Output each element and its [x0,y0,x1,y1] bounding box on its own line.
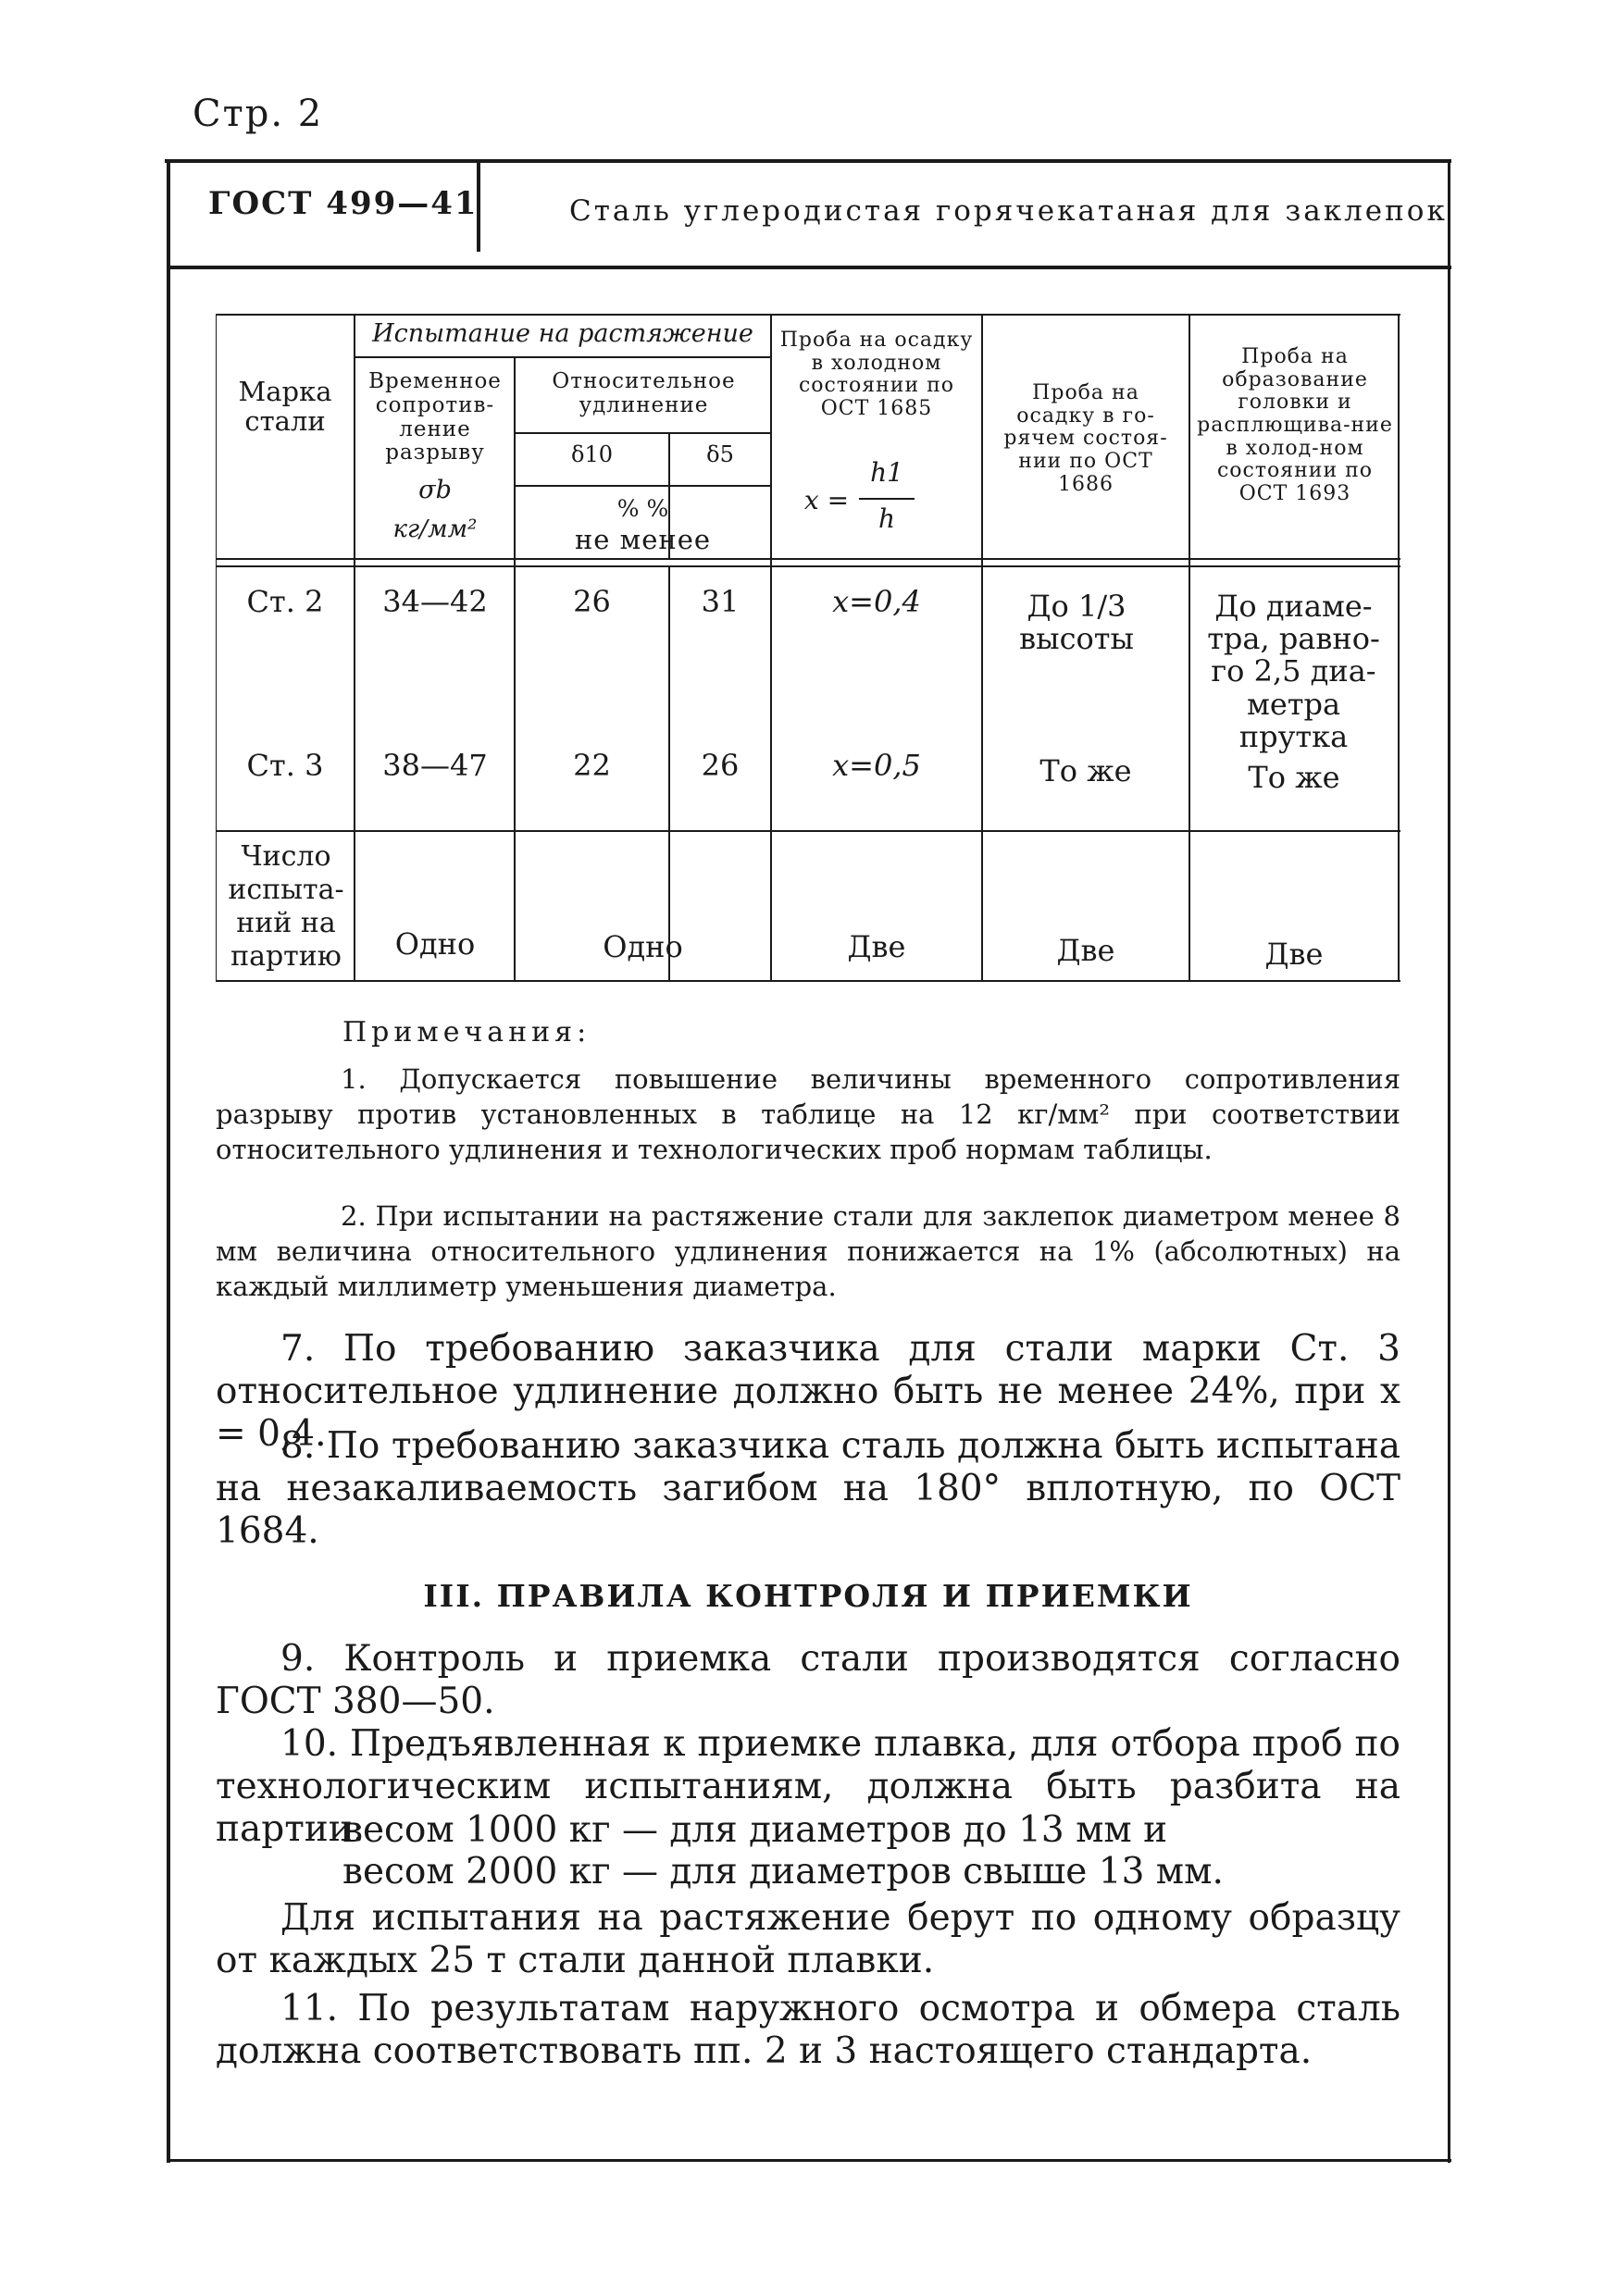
section-title: III. ПРАВИЛА КОНТРОЛЯ И ПРИЕМКИ [423,1578,1193,1614]
page-bottom-rule [167,2159,1451,2162]
paragraph-10: 10. Предъявленная к приемке плавка, для отбора проб по технологическим испытаниям, должна быть разбита на партии: [216,1723,1400,1850]
row2-head-test: То же [1248,760,1340,795]
col-d5-header: δ5 [706,441,734,467]
row2-grade: Ст. 3 [246,748,324,783]
header-bottom-rule [167,266,1451,269]
strength-unit: кг/мм² [392,515,478,543]
header-left-rule [167,159,170,2163]
paragraph-7: 7. По требованию заказчика для стали марки Ст. 3 относительное удлинение должно быть не менее 24%, при x = 0,4. [216,1328,1400,1455]
strength-symbol: σb [418,476,452,504]
percent-label: % % [616,495,669,522]
cold-formula-x: x = [803,485,850,515]
header-top-rule [165,159,1451,163]
row1-grade: Ст. 2 [246,584,324,619]
count-head-test: Две [1264,937,1324,972]
col-elongation-header: Относительное удлинение [552,369,736,417]
col-tension-group-header: Испытание на растяжение [372,319,753,348]
col-cold-header: Проба на осадку в холодном состоянии по ОСТ 1685 [779,329,974,420]
count-row-label: Число испыта-ний на партию [228,840,344,973]
col-strength-header: Временное сопротив-ление разрыву [368,369,502,465]
row1-cold: x=0,4 [832,584,921,619]
paragraph-9: 9. Контроль и приемка стали производятся согласно ГОСТ 380—50. [216,1638,1400,1722]
row1-hot: До 1/3 высоты [1019,589,1134,657]
row1-head-test: До диаме-тра, равно-го 2,5 диа-метра прутка [1207,589,1380,754]
weight-line-2: весом 2000 кг — для диаметров свыше 13 мм. [342,1851,1224,1893]
row2-cold: x=0,5 [832,748,921,783]
notes-heading: Примечания: [342,1016,591,1049]
cold-formula-num: h1 [870,457,903,488]
paragraph-8: 8. По требованию заказчика сталь должна быть испытана на незакаливаемость загибом на 180° вплотную, по ОСТ 1684. [216,1425,1400,1552]
row2-d5: 26 [701,748,740,783]
gost-code: ГОСТ 499—41 [208,185,479,222]
standard-title: Сталь углеродистая горячекатаная для заклепок [569,194,1448,228]
note-1: 1. Допускается повышение величины временного сопротивления разрыву против установленных в таблице на 12 кг/мм² при соответствии относительного удлинения и технологических проб нормам таблицы. [216,1063,1400,1165]
col-head-test-header: Проба на образование головки и расплющива-ние в холод-ном состоянии по ОСТ 1693 [1197,345,1393,505]
row1-strength: 34—42 [382,584,488,619]
col-hot-header: Проба на осадку в го-рячем состоя-нии по ОСТ 1686 [1003,381,1168,496]
row1-d10: 26 [573,584,611,619]
page-right-rule [1448,159,1450,2163]
col-grade-header: Марка стали [238,376,332,437]
count-strength: Одно [394,926,476,962]
row1-d5: 31 [701,584,740,619]
row2-d10: 22 [573,748,611,783]
count-cold: Две [847,929,906,964]
min-label: не менее [574,524,712,555]
cold-formula-bar [859,498,915,500]
properties-table [216,313,1400,984]
paragraph-10-tail: Для испытания на растяжение берут по одному образцу от каждых 25 т стали данной плавки. [216,1897,1400,1981]
paragraph-11: 11. По результатам наружного осмотра и обмера сталь должна соответствовать пп. 2 и 3 настоящего стандарта. [216,1988,1400,2072]
row2-hot: То же [1039,753,1132,788]
count-hot: Две [1056,933,1115,968]
page-number: Стр. 2 [193,93,324,135]
weight-line-1: весом 1000 кг — для диаметров до 13 мм и [342,1809,1168,1851]
note-2: 2. При испытании на растяжение стали для заклепок диаметром менее 8 мм величина относительного удлинения понижается на 1% (абсолютных) на каждый миллиметр уменьшения диаметра. [216,1200,1400,1302]
cold-formula-den: h [877,503,896,534]
row2-strength: 38—47 [382,748,488,783]
count-elongation: Одно [603,929,683,964]
col-d10-header: δ10 [571,441,613,467]
